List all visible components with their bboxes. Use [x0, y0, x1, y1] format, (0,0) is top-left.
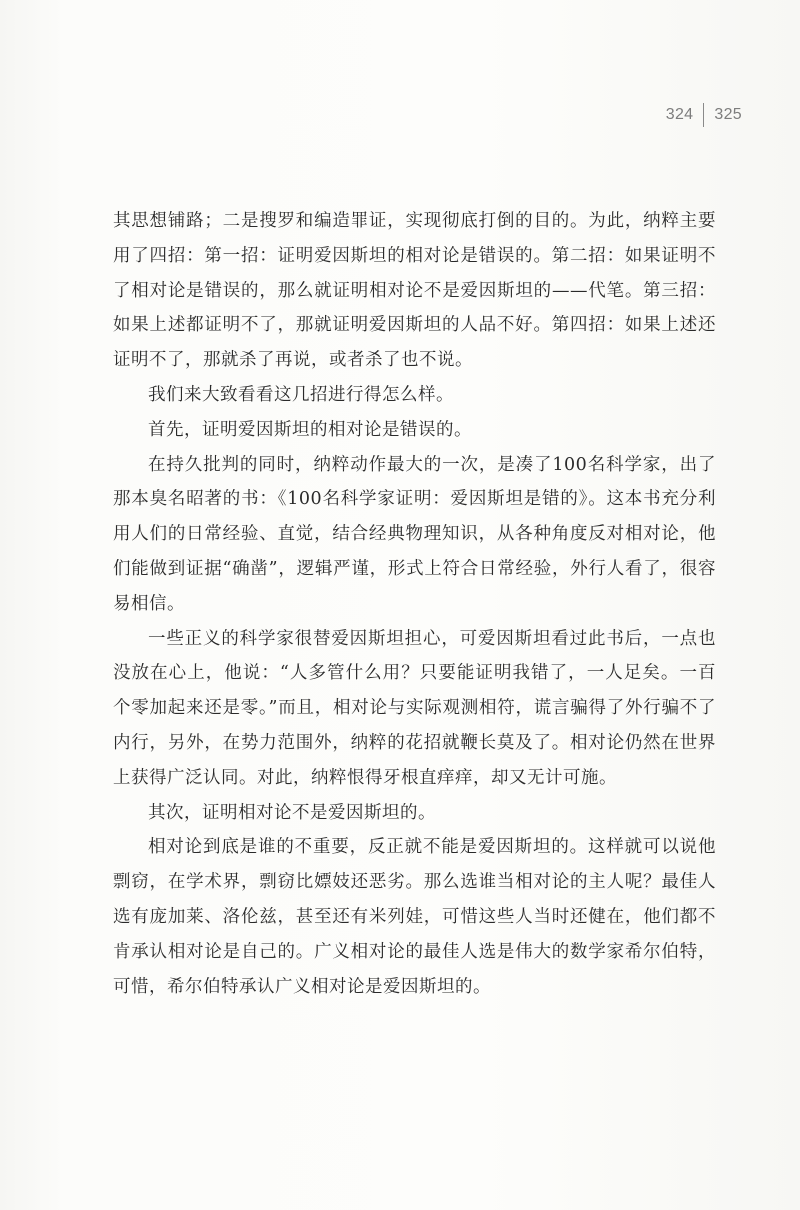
page-number-divider [703, 103, 704, 127]
body-text [113, 204, 716, 1004]
paragraph: 一些正义的科学家很替爱因斯坦担心，可爱因斯坦看过此书后，一点也没放在心上，他说：“人多管什么用？只要能证明我错了，一人足矣。一百个零加起来还是零。”而且，相对论与实际观测相符，谎言骗得了外行骗不了内行，另外，在势力范围外，纳粹的花招就鞭长莫及了。相对论仍然在世界上获得广泛认同。对此，纳粹恨得牙根直痒痒，却又无计可施。 [113, 628, 716, 788]
paragraph-continued: 其思想铺路；二是搜罗和编造罪证，实现彻底打倒的目的。为此，纳粹主要用了四招：第一招：证明爱因斯坦的相对论是错误的。第二招：如果证明不了相对论是错误的，那么就证明相对论不是爱因斯坦的——代笔。第三招：如果上述都证明不了，那就证明爱因斯坦的人品不好。第四招：如果上述还证明不了，那就杀了再说，或者杀了也不说。 [113, 211, 716, 371]
section-heading-first: 首先，证明爱因斯坦的相对论是错误的。 [148, 419, 472, 440]
page-number-left: 324 [665, 106, 694, 123]
section-heading-second: 其次，证明相对论不是爱因斯坦的。 [148, 802, 436, 823]
paragraph: 我们来大致看看这几招进行得怎么样。 [148, 384, 454, 405]
paragraph: 相对论到底是谁的不重要，反正就不能是爱因斯坦的。这样就可以说他剽窃，在学术界，剽窃比嫖妓还恶劣。那么选谁当相对论的主人呢？最佳人选有庞加莱、洛伦兹，甚至还有米列娃，可惜这些人当时还健在，他们都不肯承认相对论是自己的。广义相对论的最佳人选是伟大的数学家希尔伯特，可惜，希尔伯特承认广义相对论是爱因斯坦的。 [113, 837, 716, 997]
paragraph: 在持久批判的同时，纳粹动作最大的一次，是凑了100名科学家，出了那本臭名昭著的书：《100名科学家证明：爱因斯坦是错的》。这本书充分利用人们的日常经验、直觉，结合经典物理知识，从各种角度反对相对论，他们能做到证据“确凿”，逻辑严谨，形式上符合日常经验，外行人看了，很容易相信。 [113, 454, 716, 614]
page-number-header [666, 103, 742, 127]
page-number-right: 325 [714, 106, 742, 123]
